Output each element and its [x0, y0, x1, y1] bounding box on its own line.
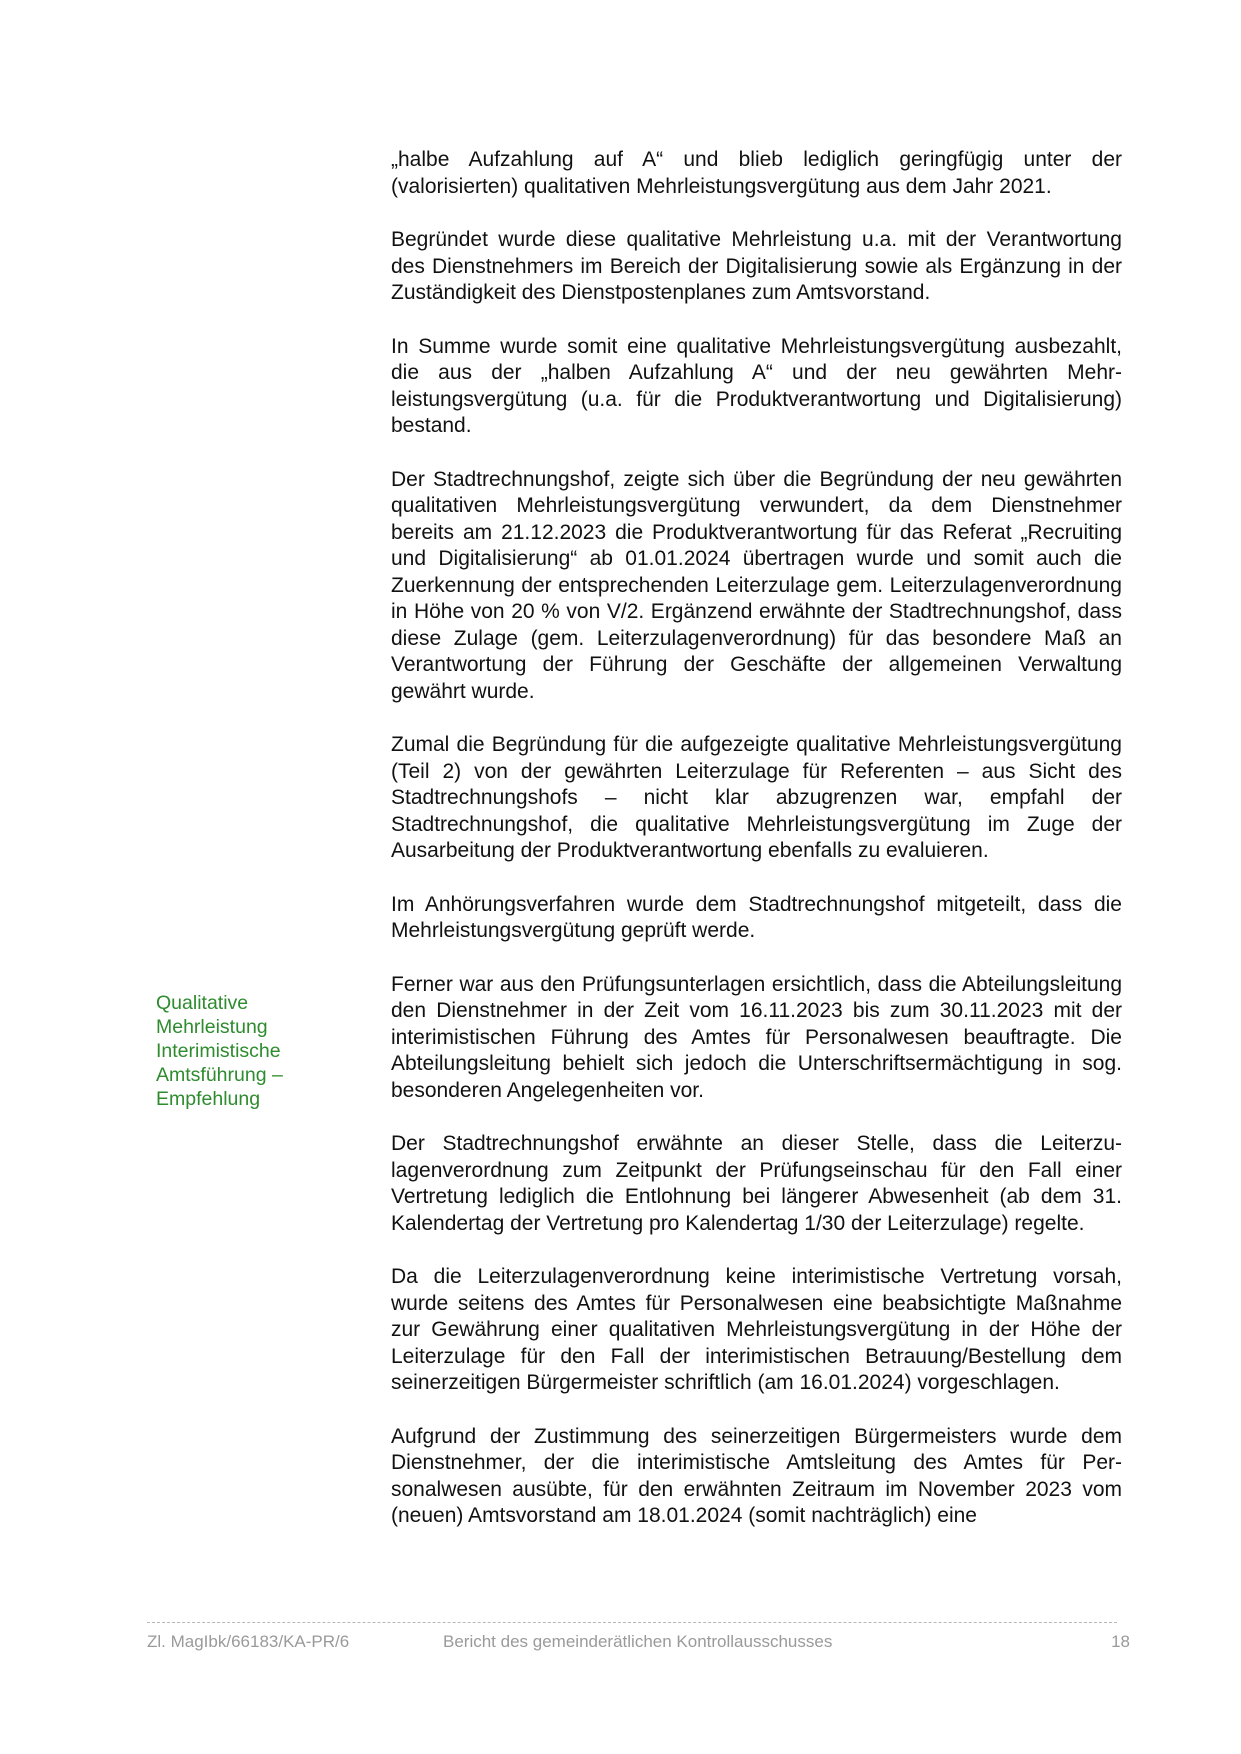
margin-note-line: Interimistische: [156, 1040, 281, 1062]
margin-note-line: Amtsführung –: [156, 1064, 283, 1086]
footer-title: Bericht des gemeinderätlichen Kontrollausschusses: [443, 1632, 833, 1651]
paragraph: Zumal die Begründung für die aufgezeigte qualitative Mehrleistungsvergütung (Teil 2) von der gewährten Leiterzulage für Referenten – aus Sicht des Stadtrechnungshofs – nicht klar abzugrenzen war, empfahl der Stadtrechnungshof, die qualitative Mehrleistungsvergütung im Zuge der Ausarbeitung der Produktverantwortung ebenfalls zu evaluieren.: [391, 733, 1122, 862]
paragraph: Ferner war aus den Prüfungsunterlagen ersichtlich, dass die Abteilungsleitung den Dienstnehmer in der Zeit vom 16.11.2023 bis zum 30.11.2023 mit der interimistischen Führung des Amtes für Personalwesen beauftragte. Die Abteilungsleitung behielt sich jedoch die Unterschriftsermächtigung in sog. besonderen Angelegenheiten vor.: [391, 972, 1122, 1102]
margin-note-line: Mehrleistung: [156, 1016, 268, 1038]
body-text: [391, 147, 1122, 1557]
paragraph: Der Stadtrechnungshof, zeigte sich über die Begründung der neu gewährten qualitativen Mehrleistungsvergütung verwundert, da dem Dienstnehmer bereits am 21.12.2023 die Produktverantwortung für das Referat „Recruiting und Digitalisierung“ ab 01.01.2024 übertragen wurde und somit auch die Zuerkennung der entsprechenden Leiterzulage gem. Leiterzulagenverordnung in Höhe von 20 % von V/2. Ergänzend erwähnte der Stadtrechnungshof, dass diese Zulage (gem. Leiterzulagenverordnung) für das besondere Maß an Verantwortung der Führung der Geschäfte der allgemeinen Verwaltung gewährt wurde.: [391, 467, 1122, 703]
paragraph: Der Stadtrechnungshof erwähnte an dieser Stelle, dass die Leiterzulagenverordnung zum Zeitpunkt der Prüfungseinschau für den Fall einer Vertretung lediglich die Entlohnung bei längerer Abwesenheit (ab dem 31. Kalendertag der Vertretung pro Kalendertag 1/30 der Leiterzulage) regelte.: [391, 1132, 1122, 1235]
margin-note-line: Empfehlung: [156, 1088, 261, 1110]
paragraph: In Summe wurde somit eine qualitative Mehrleistungsvergütung ausbezahlt, die aus der „halben Aufzahlung A“ und der neu gewährten Mehrleistungsvergütung (u.a. für die Produktverantwortung und Digitalisierung) bestand.: [391, 334, 1122, 437]
footer-reference: Zl. MagIbk/66183/KA-PR/6: [147, 1632, 350, 1651]
margin-note-line: Qualitative: [156, 992, 249, 1014]
paragraph: Im Anhörungsverfahren wurde dem Stadtrechnungshof mitgeteilt, dass die Mehrleistungsvergütung geprüft werde.: [391, 892, 1122, 942]
margin-note: [156, 991, 326, 1111]
page-number: 18: [1111, 1632, 1130, 1651]
paragraph: Begründet wurde diese qualitative Mehrleistung u.a. mit der Verantwortung des Dienstnehmers im Bereich der Digitalisierung sowie als Ergänzung in der Zuständigkeit des Dienstpostenplanes zum Amtsvorstand.: [391, 228, 1122, 304]
paragraph: „halbe Aufzahlung auf A“ und blieb lediglich geringfügig unter der (valorisierten) qualitativen Mehrleistungsvergütung aus dem Jahr 2021.: [391, 148, 1122, 198]
footer-divider: [147, 1622, 1117, 1623]
paragraph: Da die Leiterzulagenverordnung keine interimistische Vertretung vorsah, wurde seitens des Amtes für Personalwesen eine beabsichtigte Maßnahme zur Gewährung einer qualitativen Mehrleistungsvergütung in der Höhe der Leiterzulage für den Fall der interimistischen Betrauung/Bestellung dem seinerzeitigen Bürgermeister schriftlich (am 16.01.2024) vorgeschlagen.: [391, 1265, 1122, 1394]
paragraph: Aufgrund der Zustimmung des seinerzeitigen Bürgermeisters wurde dem Dienstnehmer, der die interimistische Amtsleitung des Amtes für Personalwesen ausübte, für den erwähnten Zeitraum im November 2023 vom (neuen) Amtsvorstand am 18.01.2024 (somit nachträglich) eine: [391, 1424, 1122, 1527]
